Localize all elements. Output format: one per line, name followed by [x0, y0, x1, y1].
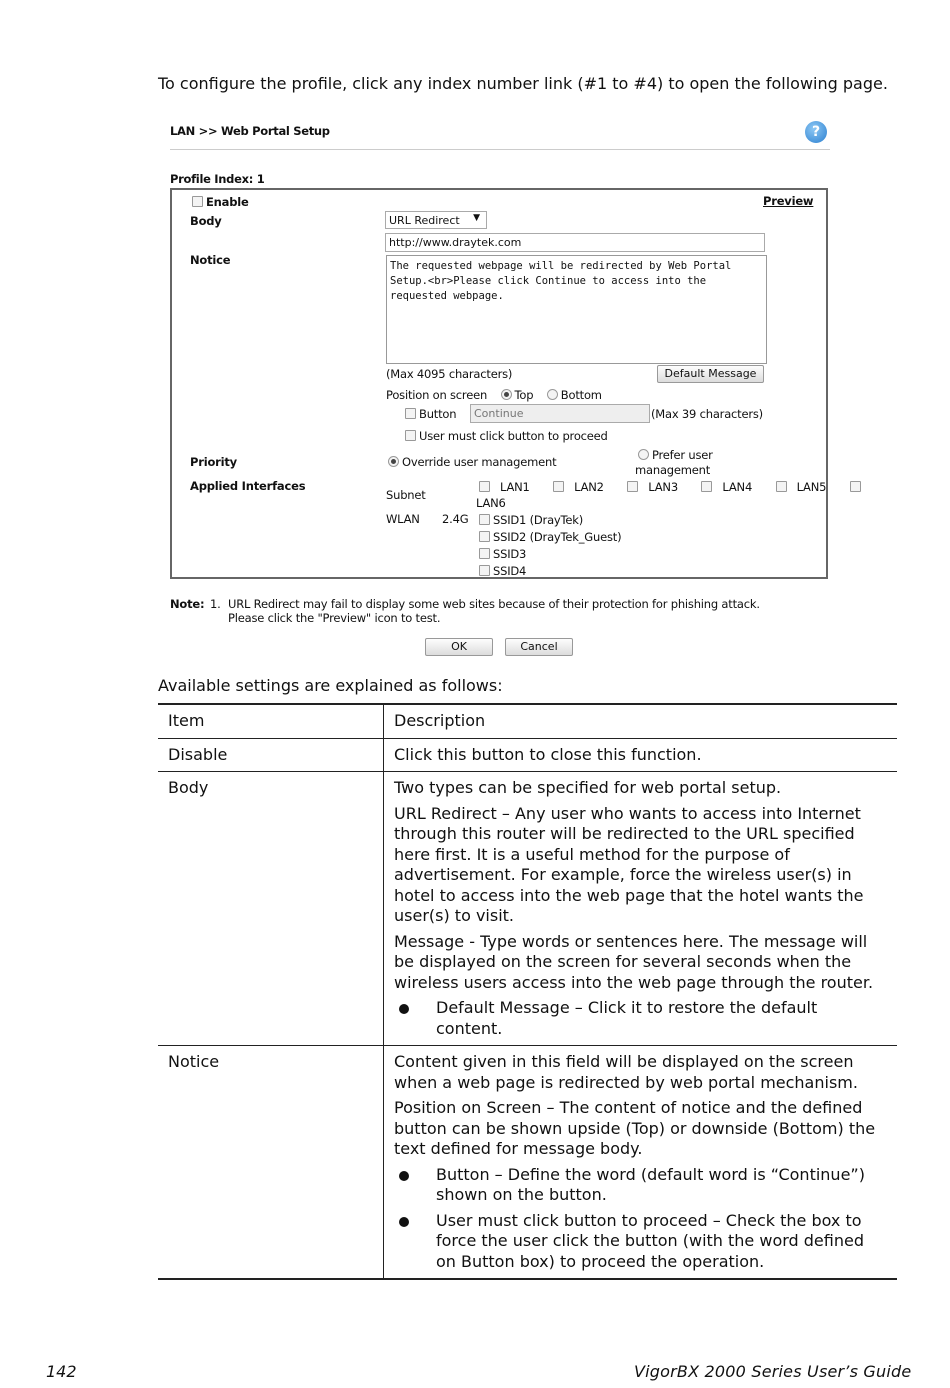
ssid-label: SSID2 (DrayTek_Guest) [493, 530, 622, 544]
ssid-label: SSID3 [493, 547, 527, 561]
max-39-hint: (Max 39 characters) [651, 407, 763, 421]
settings-table [158, 703, 897, 1280]
checkbox-icon [192, 196, 203, 207]
lan-checkbox[interactable] [553, 480, 614, 494]
ssid-checkbox[interactable] [479, 512, 621, 529]
lan-checkbox[interactable] [627, 480, 688, 494]
ssid-checkbox[interactable] [479, 563, 621, 580]
radio-icon [638, 449, 649, 460]
checkbox-icon [627, 481, 638, 492]
item-cell: Notice [158, 1046, 384, 1280]
checkbox-icon [850, 481, 861, 492]
page-title: LAN >> Web Portal Setup [170, 124, 330, 138]
lan-checkbox[interactable] [701, 480, 762, 494]
chevron-down-icon: ▼ [473, 213, 480, 223]
table-row [158, 772, 897, 1046]
notice-textarea[interactable]: The requested webpage will be redirected by Web Portal Setup.<br>Please click Continue to access into the requested webpage. [386, 255, 767, 364]
override-label: Override user management [402, 455, 557, 469]
screenshot-panel [158, 112, 838, 662]
bullet-item: Button – Define the word (default word is “Continue”) shown on the button. [394, 1165, 887, 1206]
header-item: Item [158, 704, 384, 738]
bottom-label: Bottom [560, 388, 602, 402]
prefer-label: Prefer user [652, 448, 713, 462]
checkbox-icon [776, 481, 787, 492]
checkbox-icon [479, 531, 490, 542]
button-label: Button [419, 407, 457, 421]
ok-button[interactable]: OK [425, 638, 493, 656]
note-line-1: URL Redirect may fail to display some web sites because of their protection for phishing attack. [228, 597, 760, 611]
prefer-label-2: management [635, 463, 711, 477]
prefer-radio[interactable] [638, 448, 713, 462]
note-number: 1. [210, 597, 221, 611]
ssid-label: SSID4 [493, 564, 527, 578]
checkbox-icon [479, 548, 490, 559]
lan6-checkbox[interactable] [850, 480, 871, 494]
description-text: Position on Screen – The content of notice and the defined button can be shown upside (Top) or downside (Bottom) the text defined for message body. [394, 1098, 876, 1158]
position-label: Position on screen [386, 388, 488, 402]
checkbox-icon [479, 565, 490, 576]
bottom-radio[interactable] [547, 388, 602, 402]
lan-label: LAN2 [574, 480, 604, 494]
profile-form [170, 188, 828, 579]
ssid-list [479, 512, 621, 580]
body-select-value: URL Redirect [389, 214, 460, 227]
body-label: Body [190, 214, 222, 228]
ssid-label: SSID1 (DrayTek) [493, 513, 584, 527]
button-text-input[interactable]: Continue [470, 404, 650, 423]
button-checkbox[interactable] [405, 407, 456, 421]
description-cell [384, 772, 898, 1046]
notice-label: Notice [190, 253, 231, 267]
override-radio[interactable] [388, 455, 556, 469]
top-radio[interactable] [501, 388, 534, 402]
priority-label: Priority [190, 455, 237, 469]
bullet-item: Default Message – Click it to restore the default content. [394, 998, 887, 1039]
bullet-item: User must click button to proceed – Check the box to force the user click the button (with the word defined on Button box) to proceed the operation. [394, 1211, 887, 1273]
lan-checkbox[interactable] [479, 480, 540, 494]
lan-label: LAN3 [648, 480, 678, 494]
must-click-label: User must click button to proceed [419, 429, 608, 443]
note-label: Note: [170, 597, 205, 611]
max-chars-hint: (Max 4095 characters) [386, 367, 513, 381]
description-text: Two types can be specified for web portal setup. [394, 778, 782, 797]
lan6-label: LAN6 [476, 496, 506, 510]
applied-interfaces-label: Applied Interfaces [190, 479, 306, 493]
note-line-2: Please click the "Preview" icon to test. [228, 611, 441, 625]
default-message-button[interactable]: Default Message [657, 365, 764, 383]
ssid-checkbox[interactable] [479, 546, 621, 563]
checkbox-icon [553, 481, 564, 492]
url-input[interactable]: http://www.draytek.com [385, 233, 765, 252]
radio-icon [388, 456, 399, 467]
ssid-checkbox[interactable] [479, 529, 621, 546]
checkbox-icon [479, 514, 490, 525]
divider [170, 149, 830, 150]
page-number: 142 [46, 1362, 77, 1381]
description-text: URL Redirect – Any user who wants to access into Internet through this router will be redirected to the URL specified here first. It is a useful method for the purpose of advertisement. For example, force the wireless user(s) in hotel to access into the web page that the hotel wants the user(s) to visit. [394, 803, 864, 925]
band-label: 2.4G [442, 512, 469, 526]
cancel-button[interactable]: Cancel [505, 638, 573, 656]
description-cell [384, 1046, 898, 1280]
available-heading: Available settings are explained as follows: [158, 676, 503, 695]
preview-link[interactable]: Preview [763, 194, 814, 208]
enable-checkbox[interactable] [192, 195, 249, 209]
checkbox-icon [405, 430, 416, 441]
wlan-label: WLAN [386, 512, 420, 526]
lan-label: LAN1 [500, 480, 530, 494]
subnet-label: Subnet [386, 488, 426, 502]
lan-checkbox-row [479, 480, 881, 494]
lan-checkbox[interactable] [776, 480, 837, 494]
description-text: Content given in this field will be displayed on the screen when a web page is redirected by web portal mechanism. [394, 1052, 858, 1092]
item-cell: Disable [158, 738, 384, 772]
description-text: Click this button to close this function. [394, 744, 702, 764]
intro-text: To configure the profile, click any index number link (#1 to #4) to open the following page. [158, 74, 888, 93]
radio-icon [547, 389, 558, 400]
guide-title: VigorBX 2000 Series User’s Guide [634, 1362, 912, 1381]
position-row [386, 388, 602, 402]
radio-icon [501, 389, 512, 400]
lan-label: LAN4 [722, 480, 753, 494]
help-icon[interactable]: ? [805, 121, 827, 143]
checkbox-icon [405, 408, 416, 419]
lan-label: LAN5 [796, 480, 827, 494]
enable-label: Enable [206, 195, 249, 209]
description-cell [384, 738, 898, 772]
table-header-row [158, 704, 897, 738]
top-label: Top [514, 388, 534, 402]
item-cell: Body [158, 772, 384, 1046]
header-description: Description [394, 711, 486, 730]
profile-index: Profile Index: 1 [170, 172, 265, 186]
body-select[interactable] [385, 211, 487, 229]
table-row [158, 738, 897, 772]
table-row [158, 1046, 897, 1280]
must-click-checkbox[interactable] [405, 429, 608, 443]
checkbox-icon [479, 481, 490, 492]
checkbox-icon [701, 481, 712, 492]
description-text: Message - Type words or sentences here. The message will be displayed on the screen for several seconds when the wireless users access into the web page through the router. [394, 931, 874, 992]
